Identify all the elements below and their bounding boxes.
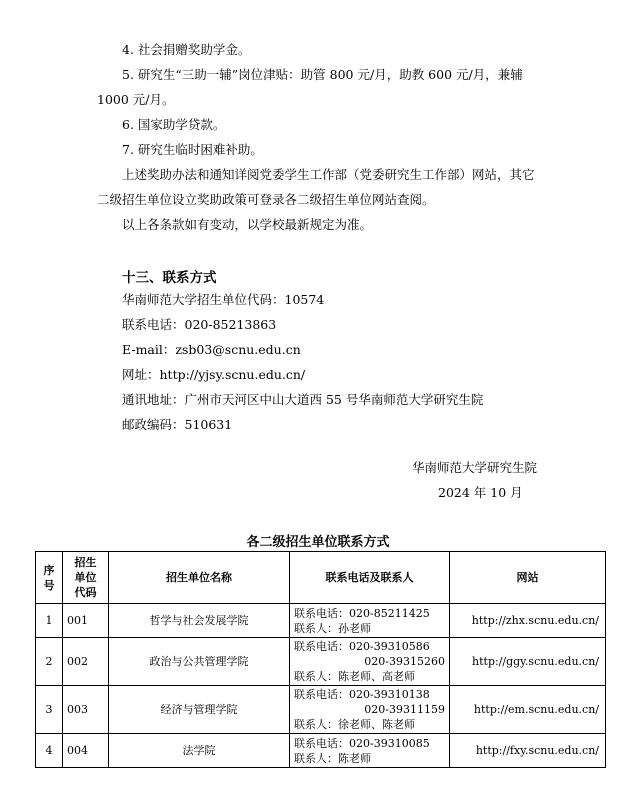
table-row: [36, 604, 606, 638]
header-seq: 序号: [36, 552, 63, 604]
row-site[interactable]: http://ggy.scnu.edu.cn/: [450, 638, 606, 686]
contact-phone: 联系电话：020-85213863: [122, 317, 277, 332]
item-6: 6. 国家助学贷款。: [122, 117, 226, 132]
contacts-table: [35, 551, 606, 768]
section-heading: 十三、联系方式: [122, 270, 217, 286]
table-row: [36, 734, 606, 768]
row-phone: 联系电话：020-85211425: [294, 606, 430, 620]
row-site[interactable]: http://zhx.scnu.edu.cn/: [450, 604, 606, 638]
note-line-1: 上述奖助办法和通知详阅党委学生工作部（党委研究生工作部）网站，其它: [122, 167, 535, 182]
row-code: 003: [63, 686, 109, 734]
row-phone: 联系电话：020-39310085: [294, 736, 430, 750]
item-4: 4. 社会捐赠奖助学金。: [122, 42, 251, 57]
table-row: [36, 638, 606, 686]
item-5: 5. 研究生“三助一辅”岗位津贴：助管 800 元/月，助教 600 元/月，兼辅: [122, 67, 523, 82]
signature-org: 华南师范大学研究生院: [412, 460, 538, 475]
contact-email[interactable]: E-mail：zsb03@scnu.edu.cn: [122, 342, 301, 357]
row-code: 002: [63, 638, 109, 686]
row-phone: 联系电话：020-39310586: [294, 640, 430, 653]
contact-address: 通讯地址：广州市天河区中山大道西 55 号华南师范大学研究生院: [122, 392, 484, 407]
row-phone-2: 020-39315260: [364, 655, 445, 668]
row-person: 联系人：陈老师: [294, 751, 371, 765]
unit-code: 华南师范大学招生单位代码：10574: [122, 292, 325, 307]
row-person: 联系人：孙老师: [294, 621, 371, 635]
row-site[interactable]: http://em.scnu.edu.cn/: [450, 686, 606, 734]
header-contact: 联系电话及联系人: [290, 552, 450, 604]
table-caption: 各二级招生单位联系方式: [246, 535, 390, 550]
item-7: 7. 研究生临时困难补助。: [122, 142, 263, 157]
note-line-3: 以上各条款如有变动，以学校最新规定为准。: [122, 217, 373, 232]
row-phone: 联系电话：020-39310138: [294, 688, 430, 701]
row-name: 哲学与社会发展学院: [109, 604, 290, 638]
header-code: 招生单位代码: [63, 552, 109, 604]
table-header-row: [36, 552, 606, 604]
row-seq: 2: [36, 638, 63, 686]
header-site: 网站: [450, 552, 606, 604]
row-seq: 4: [36, 734, 63, 768]
row-contact: [290, 638, 450, 686]
contact-website[interactable]: 网址：http://yjsy.scnu.edu.cn/: [122, 367, 306, 382]
signature-date: 2024 年 10 月: [438, 485, 523, 500]
note-line-2: 二级招生单位设立奖助政策可登录各二级招生单位网站查阅。: [97, 192, 435, 207]
row-code: 001: [63, 604, 109, 638]
row-person: 联系人：徐老师、陈老师: [294, 718, 415, 731]
row-name: 经济与管理学院: [109, 686, 290, 734]
row-seq: 3: [36, 686, 63, 734]
row-seq: 1: [36, 604, 63, 638]
row-person: 联系人：陈老师、高老师: [294, 670, 415, 683]
header-name: 招生单位名称: [109, 552, 290, 604]
row-code: 004: [63, 734, 109, 768]
row-contact: [290, 686, 450, 734]
row-contact: [290, 604, 450, 638]
table-row: [36, 686, 606, 734]
row-name: 政治与公共管理学院: [109, 638, 290, 686]
item-5-cont: 1000 元/月。: [97, 92, 175, 107]
contact-postcode: 邮政编码：510631: [122, 417, 233, 432]
row-contact: [290, 734, 450, 768]
row-name: 法学院: [109, 734, 290, 768]
row-phone-2: 020-39311159: [364, 703, 445, 716]
row-site[interactable]: http://fxy.scnu.edu.cn/: [450, 734, 606, 768]
